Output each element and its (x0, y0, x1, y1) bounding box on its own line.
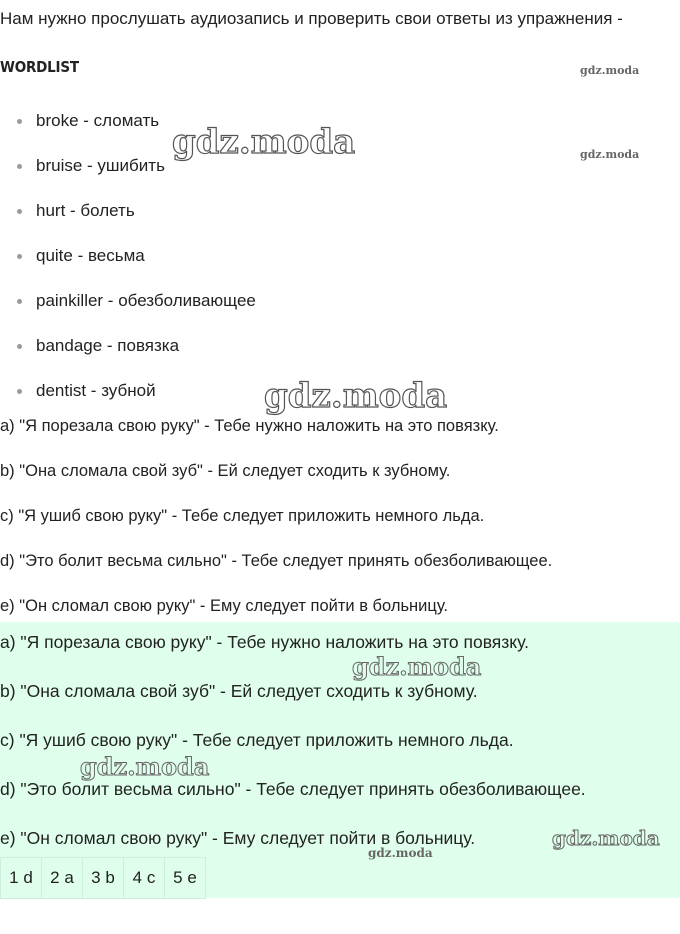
highlighted-answer-line: c) "Я ушиб свою руку" - Тебе следует приложить немного льда. (0, 730, 514, 750)
word-item: hurt - болеть (0, 200, 256, 245)
watermark: gdz.moda (580, 64, 640, 77)
word-item: dentist - зубной (0, 380, 256, 425)
watermark: gdz.moda (580, 148, 640, 161)
answer-key-table (0, 857, 206, 899)
answer-key-cell: 4 c (124, 858, 165, 899)
watermark: gdz.moda (552, 826, 660, 850)
highlighted-answer-line: a) "Я порезала свою руку" - Тебе нужно наложить на это повязку. (0, 632, 530, 652)
highlighted-answer-line: d) "Это болит весьма сильно" - Тебе следует принять обезболивающее. (0, 779, 586, 799)
watermark: gdz.moda (352, 652, 482, 681)
answer-key-cell: 3 b (83, 858, 124, 899)
wordlist-heading: WORDLIST (0, 58, 79, 76)
answer-line: e) "Он сломал свою руку" - Ему следует пойти в больницу. (0, 597, 449, 615)
word-item: bruise - ушибить (0, 155, 256, 200)
answer-line: a) "Я порезала свою руку" - Тебе нужно наложить на это повязку. (0, 417, 499, 435)
watermark: gdz.moda (264, 376, 448, 416)
word-item: painkiller - обезболивающее (0, 290, 256, 335)
answers-list (0, 415, 552, 640)
word-item: quite - весьма (0, 245, 256, 290)
answer-line: c) "Я ушиб свою руку" - Тебе следует приложить немного льда. (0, 507, 485, 525)
highlighted-answer-line: e) "Он сломал свою руку" - Ему следует пойти в больницу. (0, 828, 476, 848)
answer-key-cell: 2 a (42, 858, 83, 899)
watermark: gdz.moda (80, 752, 210, 781)
intro-text: Нам нужно прослушать аудиозапись и проверить свои ответы из упражнения - (0, 9, 623, 28)
word-item: bandage - повязка (0, 335, 256, 380)
answer-key-cell: 1 d (1, 858, 42, 899)
answer-key-cell: 5 e (165, 858, 206, 899)
highlighted-answer-line: b) "Она сломала свой зуб" - Ей следует сходить к зубному. (0, 681, 478, 701)
answer-line: b) "Она сломала свой зуб" - Ей следует сходить к зубному. (0, 462, 451, 480)
watermark: gdz.moda (368, 846, 433, 860)
watermark: gdz.moda (172, 122, 356, 162)
word-item: broke - сломать (0, 110, 256, 155)
answer-line: d) "Это болит весьма сильно" - Тебе следует принять обезболивающее. (0, 552, 553, 570)
